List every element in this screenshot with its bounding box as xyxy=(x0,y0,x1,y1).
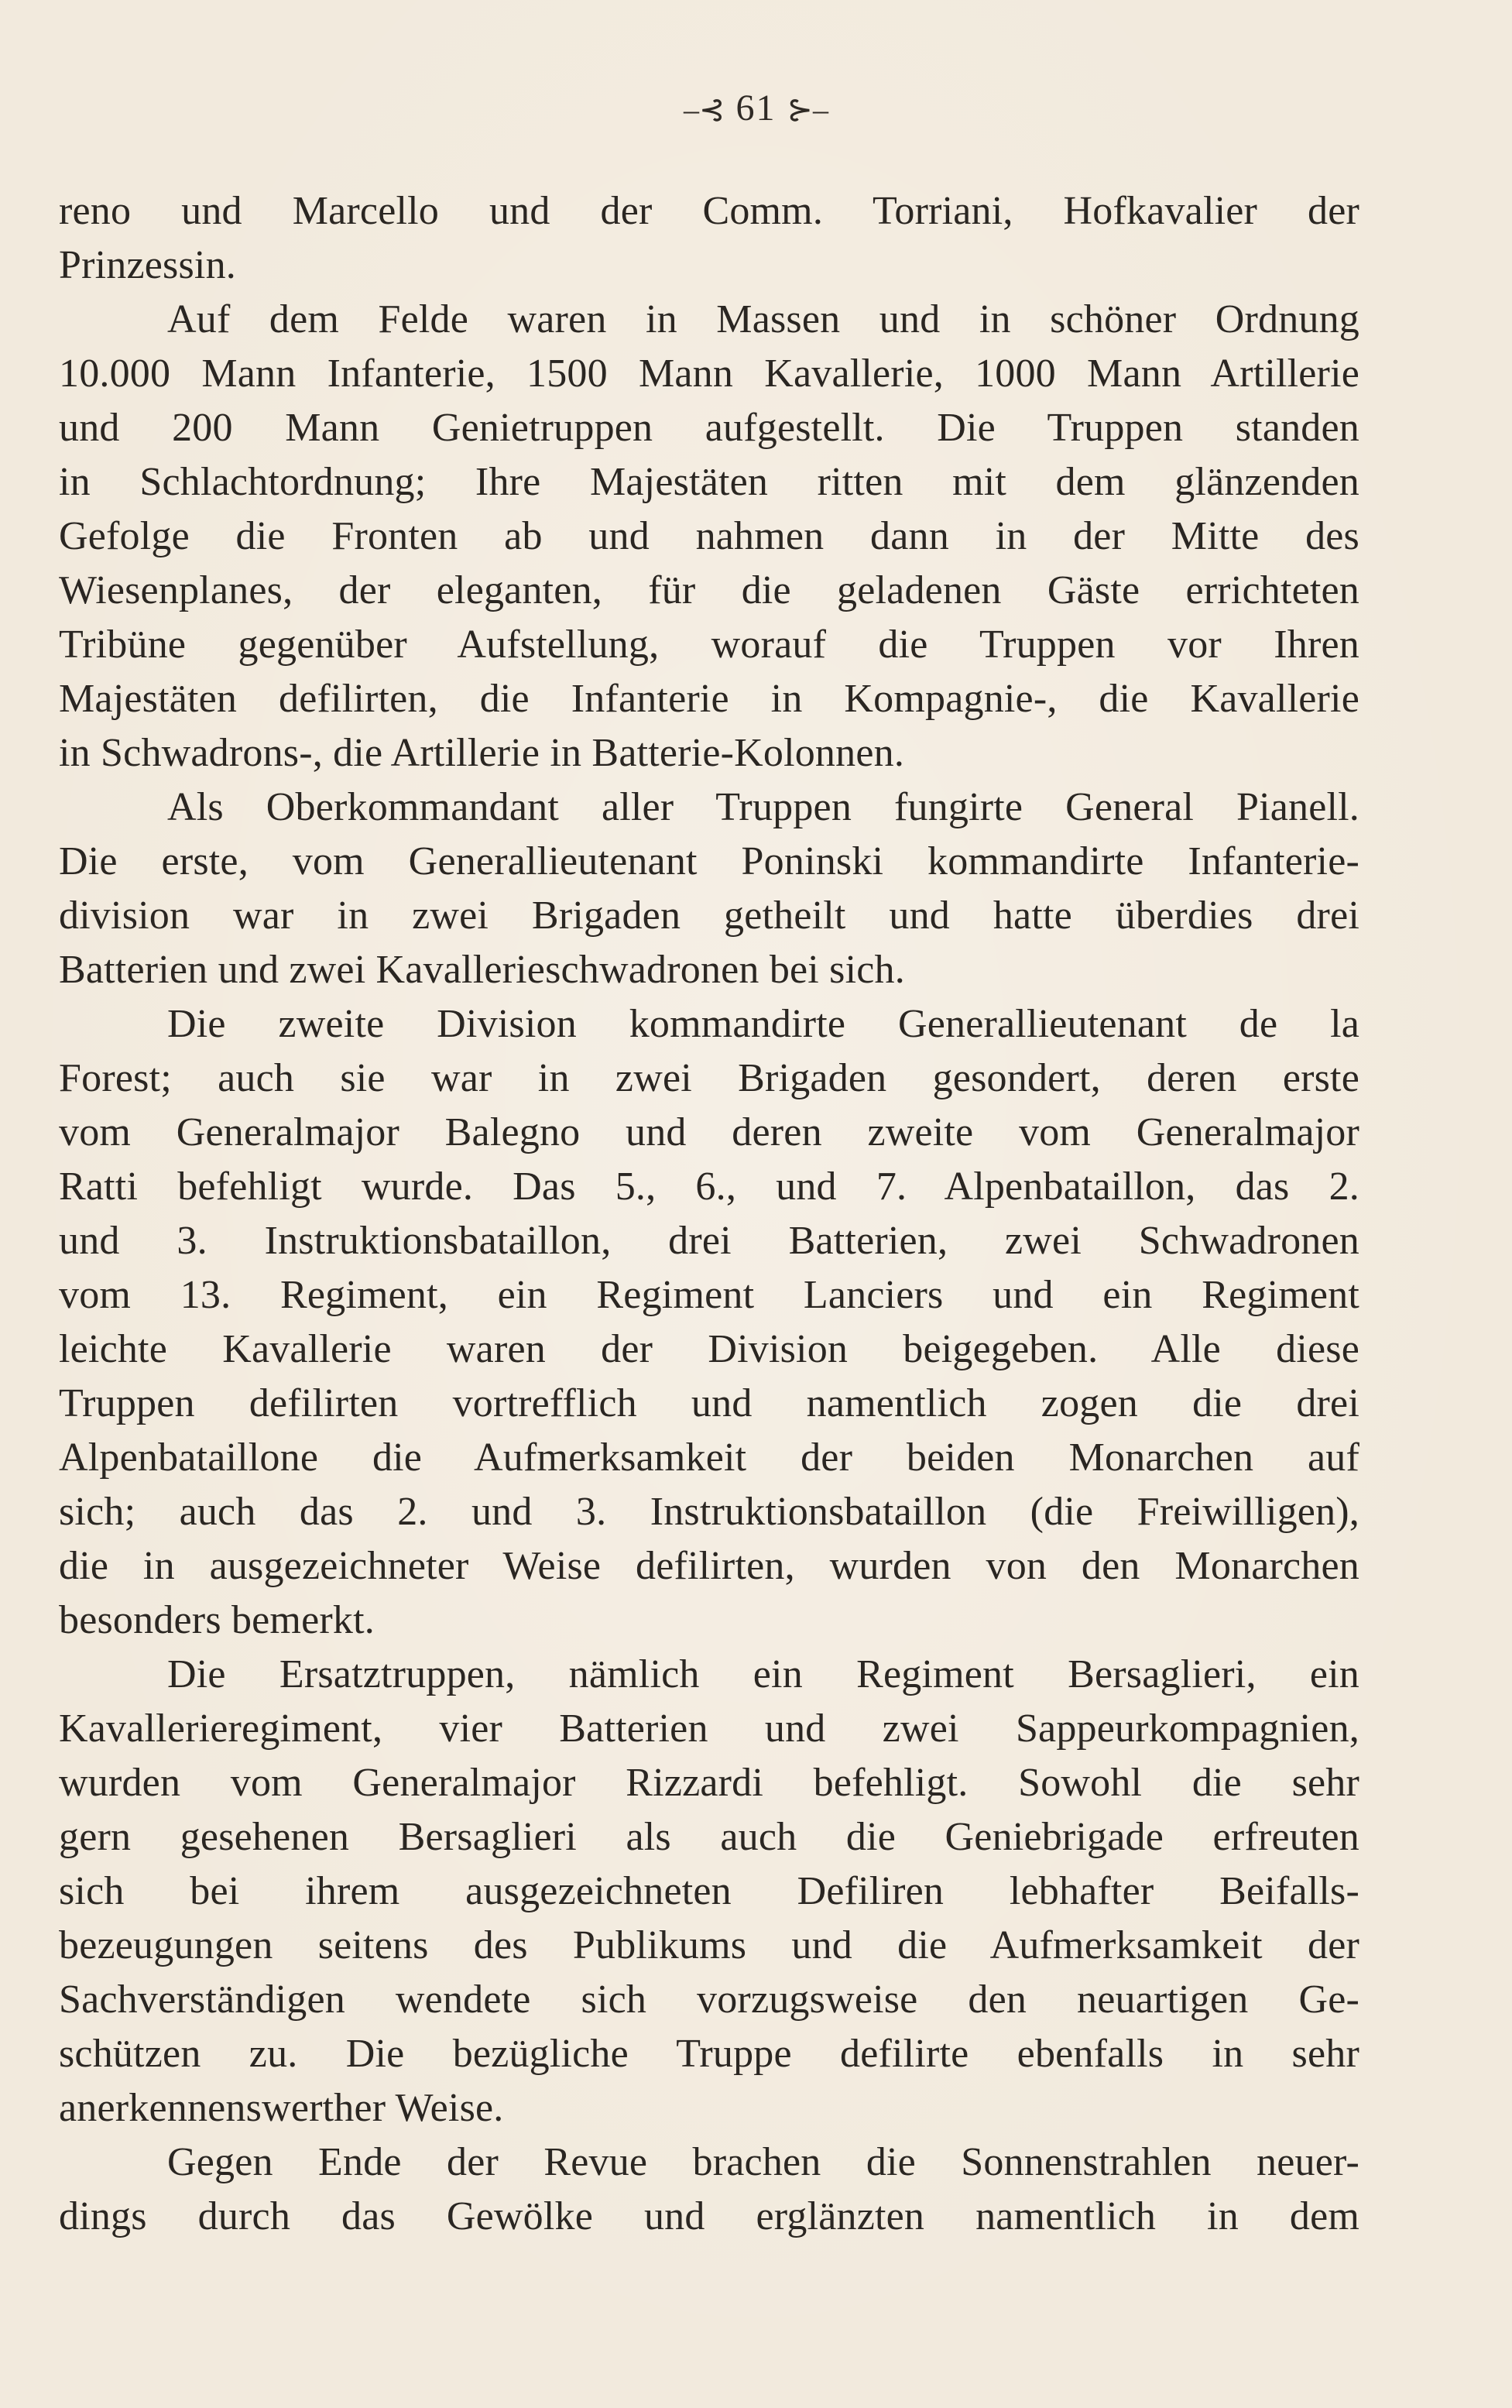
text-line: bezeugungen seitens des Publikums und die Aufmerksamkeit der xyxy=(59,1923,1359,1967)
ornament-left-icon: –⊰ xyxy=(683,92,725,127)
text-line: reno und Marcello und der Comm. Torriani, Hofkavalier der xyxy=(59,189,1359,233)
text-line: Forest; auch sie war in zwei Brigaden gesondert, deren erste xyxy=(59,1056,1359,1100)
text-line: Truppen defilirten vortrefflich und namentlich zogen die drei xyxy=(59,1381,1359,1425)
text-line: vom 13. Regiment, ein Regiment Lanciers und ein Regiment xyxy=(59,1273,1359,1317)
text-line: Die Ersatztruppen, nämlich ein Regiment Bersaglieri, ein xyxy=(167,1652,1359,1696)
text-line: Die zweite Division kommandirte Generallieutenant de la xyxy=(167,1002,1359,1046)
text-line: vom Generalmajor Balegno und deren zweite vom Generalmajor xyxy=(59,1110,1359,1154)
text-line: die in ausgezeichneter Weise defilirten, wurden von den Monarchen xyxy=(59,1544,1359,1588)
text-line: Prinzessin. xyxy=(59,243,236,287)
page-header xyxy=(0,87,1512,129)
page-number: 61 xyxy=(735,87,777,129)
text-line: Tribüne gegenüber Aufstellung, worauf die Truppen vor Ihren xyxy=(59,623,1359,667)
text-line: Die erste, vom Generallieutenant Poninski kommandirte Infanterie- xyxy=(59,839,1359,883)
text-line: 10.000 Mann Infanterie, 1500 Mann Kavallerie, 1000 Mann Artillerie xyxy=(59,352,1359,396)
text-line: Ratti befehligt wurde. Das 5., 6., und 7. Alpenbataillon, das 2. xyxy=(59,1165,1359,1209)
text-line: wurden vom Generalmajor Rizzardi befehligt. Sowohl die sehr xyxy=(59,1761,1359,1805)
text-line: gern gesehenen Bersaglieri als auch die Geniebrigade erfreuten xyxy=(59,1815,1359,1859)
text-line: Kavallerieregiment, vier Batterien und zwei Sappeurkompagnien, xyxy=(59,1707,1359,1751)
text-line: division war in zwei Brigaden getheilt und hatte überdies drei xyxy=(59,894,1359,938)
text-line: Als Oberkommandant aller Truppen fungirte General Pianell. xyxy=(167,785,1359,829)
text-line: Wiesenplanes, der eleganten, für die geladenen Gäste errichteten xyxy=(59,568,1359,612)
body-text xyxy=(59,184,1359,2244)
text-line: Gefolge die Fronten ab und nahmen dann in der Mitte des xyxy=(59,514,1359,558)
text-line: dings durch das Gewölke und erglänzten namentlich in dem xyxy=(59,2194,1359,2238)
text-line: Majestäten defilirten, die Infanterie in Kompagnie-, die Kavallerie xyxy=(59,677,1359,721)
text-line: Auf dem Felde waren in Massen und in schöner Ordnung xyxy=(167,297,1359,341)
text-line: sich; auch das 2. und 3. Instruktionsbataillon (die Freiwilligen), xyxy=(59,1490,1359,1534)
text-line: Sachverständigen wendete sich vorzugsweise den neuartigen Ge- xyxy=(59,1978,1359,2022)
text-line: Batterien und zwei Kavallerieschwadronen bei sich. xyxy=(59,948,905,992)
text-line: schützen zu. Die bezügliche Truppe defilirte ebenfalls in sehr xyxy=(59,2032,1359,2076)
text-line: und 3. Instruktionsbataillon, drei Batterien, zwei Schwadronen xyxy=(59,1219,1359,1263)
text-line: leichte Kavallerie waren der Division beigegeben. Alle diese xyxy=(59,1327,1359,1371)
text-line: Alpenbataillone die Aufmerksamkeit der beiden Monarchen auf xyxy=(59,1436,1359,1480)
text-line: und 200 Mann Genietruppen aufgestellt. Die Truppen standen xyxy=(59,406,1359,450)
text-line: Gegen Ende der Revue brachen die Sonnenstrahlen neuer- xyxy=(167,2140,1359,2184)
text-line: besonders bemerkt. xyxy=(59,1598,375,1642)
text-line: anerkennenswerther Weise. xyxy=(59,2086,504,2130)
text-line: in Schwadrons-, die Artillerie in Batterie-Kolonnen. xyxy=(59,731,905,775)
text-line: sich bei ihrem ausgezeichneten Defiliren lebhafter Beifalls- xyxy=(59,1869,1359,1913)
ornament-right-icon: ⊱– xyxy=(787,92,829,127)
text-line: in Schlachtordnung; Ihre Majestäten ritten mit dem glänzenden xyxy=(59,460,1359,504)
